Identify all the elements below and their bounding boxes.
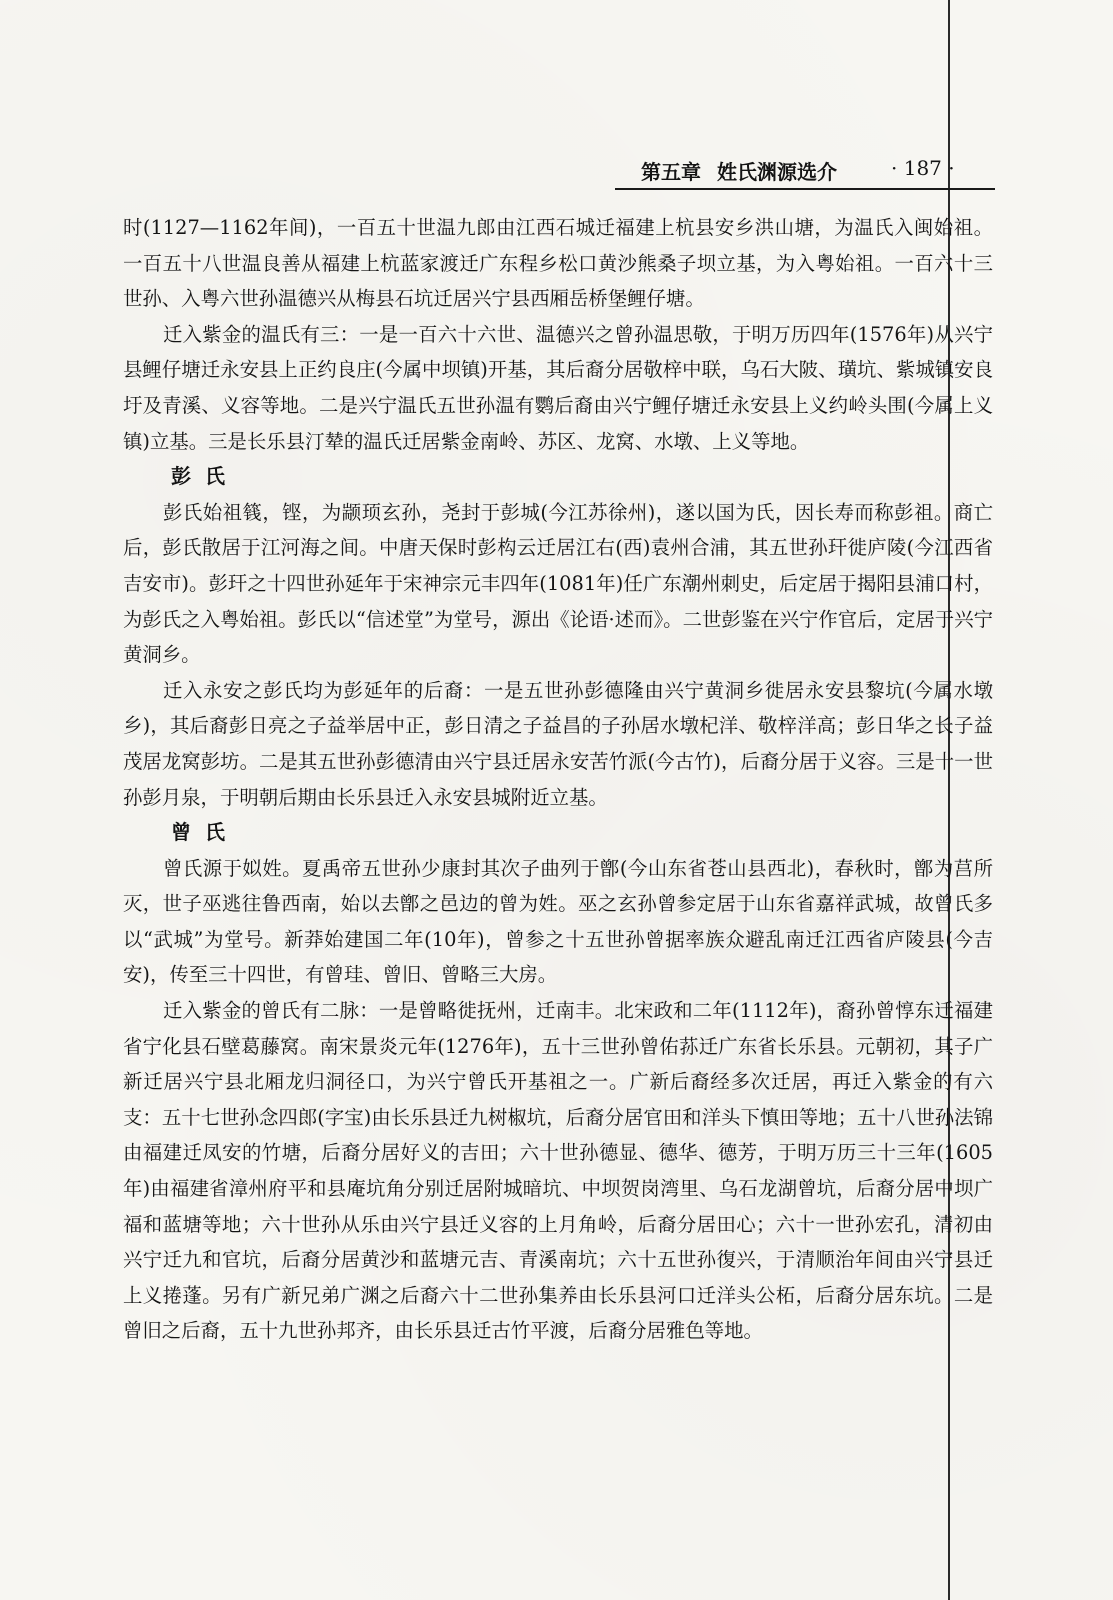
paragraph-wen-zijin: 迁入紫金的温氏有三：一是一百六十六世、温德兴之曾孙温思敬，于明万历四年(1576年)从兴宁县鲤仔塘迁永安县上正约良庄(今属中坝镇)开基，其后裔分居敬梓中联，乌石大陂、璜坑、紫城镇安良圩及青溪、义容等地。二是兴宁温氏五世孙温有鹦后裔由兴宁鲤仔塘迁永安县上义约岭头围(今属上义镇)立基。三是长乐县汀辇的温氏迁居紫金南岭、苏区、龙窝、水墩、上义等地。	[123, 322, 993, 453]
page-body	[123, 210, 993, 1349]
paragraph-wen-origin: 时(1127—1162年间)，一百五十世温九郎由江西石城迁福建上杭县安乡洪山塘，为温氏入闽始祖。一百五十八世温良善从福建上杭蓝家渡迁广东程乡松口黄沙熊桑子坝立基，为入粤始祖。一百六十三世孙、入粤六世孙温德兴从梅县石坑迁居兴宁县西厢岳桥堡鲤仔塘。	[123, 216, 993, 311]
page-number: · 187 ·	[891, 156, 955, 180]
section-heading-zeng: 曾氏	[171, 820, 239, 845]
running-header	[615, 150, 995, 190]
paragraph-peng-origin: 彭氏始祖篯，铿，为颛顼玄孙，尧封于彭城(今江苏徐州)，遂以国为氏，因长寿而称彭祖。商亡后，彭氏散居于江河海之间。中唐天保时彭构云迁居江右(西)袁州合浦，其五世孙玕徙庐陵(今江西省吉安市)。彭玕之十四世孙延年于宋神宗元丰四年(1081年)任广东潮州刺史，后定居于揭阳县浦口村，为彭氏之入粤始祖。彭氏以“信述堂”为堂号，源出《论语·述而》。二世彭鉴在兴宁作官后，定居于兴宁黄洞乡。	[123, 500, 993, 667]
section-heading-peng: 彭氏	[171, 464, 239, 489]
paragraph-peng-yongan: 迁入永安之彭氏均为彭延年的后裔：一是五世孙彭德隆由兴宁黄洞乡徙居永安县黎坑(今属水墩乡)，其后裔彭日亮之子益举居中正，彭日清之子益昌的子孙居水墩杞洋、敬梓洋高；彭日华之长子益茂居龙窝彭坊。二是其五世孙彭德清由兴宁县迁居永安苦竹派(今古竹)，后裔分居于义容。三是十一世孙彭月泉，于明朝后期由长乐县迁入永安县城附近立基。	[123, 678, 993, 809]
chapter-title: 姓氏渊源选介	[717, 160, 837, 184]
chapter-label: 第五章	[641, 160, 701, 184]
paragraph-zeng-zijin: 迁入紫金的曾氏有二脉：一是曾略徙抚州，迁南丰。北宋政和二年(1112年)，裔孙曾惇东迁福建省宁化县石壁葛藤窝。南宋景炎元年(1276年)，五十三世孙曾佑荪迁广东省长乐县。元朝初，其子广新迁居兴宁县北厢龙归洞径口，为兴宁曾氏开基祖之一。广新后裔经多次迁居，再迁入紫金的有六支：五十七世孙念四郎(字宝)由长乐县迁九树椒坑，后裔分居官田和洋头下慎田等地；五十八世孙法锦由福建迁凤安的竹塘，后裔分居好义的吉田；六十世孙德显、德华、德芳，于明万历三十三年(1605年)由福建省漳州府平和县庵坑角分别迁居附城暗坑、中坝贺岗湾里、乌石龙湖曾坑，后裔分居中坝广福和蓝塘等地；六十世孙从乐由兴宁县迁义容的上月角岭，后裔分居田心；六十一世孙宏孔，清初由兴宁迁九和官坑，后裔分居黄沙和蓝塘元吉、青溪南坑；六十五世孙復兴，于清顺治年间由兴宁县迁上义捲蓬。另有广新兄弟广渊之后裔六十二世孙集养由长乐县河口迁洋头公柘，后裔分居东坑。二是曾旧之后裔，五十九世孙邦齐，由长乐县迁古竹平渡，后裔分居雅色等地。	[123, 999, 993, 1343]
header-rule	[615, 188, 995, 190]
chapter-heading	[641, 156, 837, 185]
paragraph-zeng-origin: 曾氏源于姒姓。夏禹帝五世孙少康封其次子曲列于鄫(今山东省苍山县西北)，春秋时，鄫为莒所灭，世子巫逃往鲁西南，始以去鄫之邑边的曾为姓。巫之玄孙曾参定居于山东省嘉祥武城，故曾氏多以“武城”为堂号。新莽始建国二年(10年)，曾参之十五世孙曾据率族众避乱南迁江西省庐陵县(今吉安)，传至三十四世，有曾珪、曾旧、曾略三大房。	[123, 856, 993, 987]
